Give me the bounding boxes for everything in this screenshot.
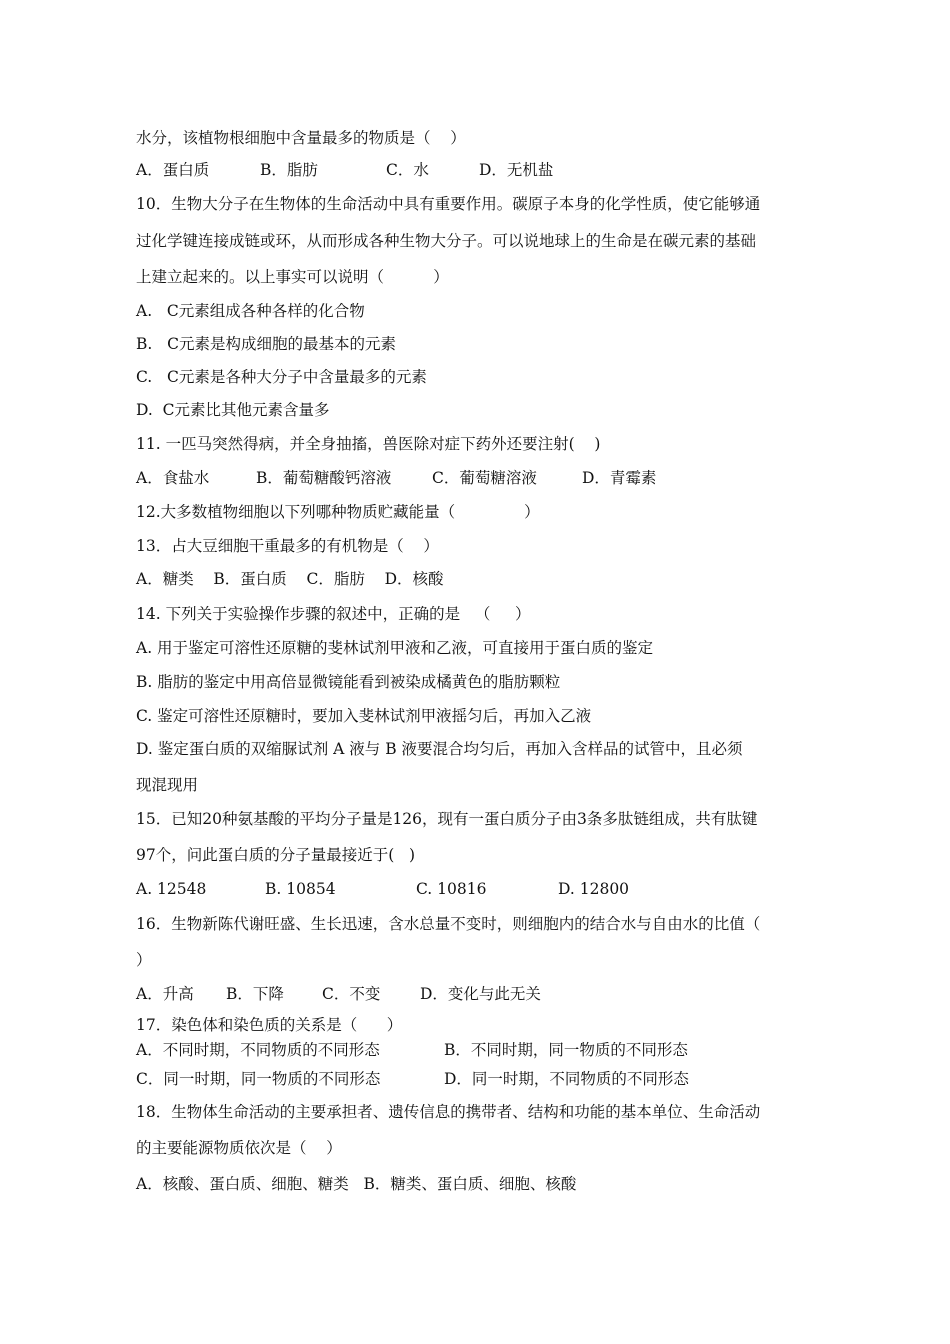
q11-option-d: D．青霉素 (582, 469, 657, 487)
q11-stem: 11. 一匹马突然得病，并全身抽搐，兽医除对症下药外还要注射( ) (136, 435, 601, 453)
q14-option-b: B. 脂肪的鉴定中用高倍显微镜能看到被染成橘黄色的脂肪颗粒 (136, 673, 561, 691)
q17-options-row-2 (136, 1069, 836, 1089)
q18-options: A．核酸、蛋白质、细胞、糖类 B．糖类、蛋白质、细胞、核酸 (136, 1175, 577, 1193)
q9-options (136, 160, 836, 180)
q11-options (136, 468, 836, 488)
q15-options (136, 879, 836, 899)
q13-stem: 13．占大豆细胞干重最多的有机物是（ ） (136, 537, 439, 555)
q10-stem-line-2: 过化学键连接成链或环，从而形成各种生物大分子。可以说地球上的生命是在碳元素的基础 (136, 232, 757, 250)
q10-stem-line-1: 10．生物大分子在生物体的生命活动中具有重要作用。碳原子本身的化学性质，使它能够通 (136, 195, 761, 213)
q15-option-d: D. 12800 (558, 880, 630, 898)
q11-option-b: B．葡萄糖酸钙溶液 (256, 469, 392, 487)
q15-stem-line-2: 97个，问此蛋白质的分子量最接近于( ) (136, 846, 416, 864)
q9-option-a: A．蛋白质 (136, 161, 210, 179)
q16-stem-line-2: ） (136, 951, 152, 969)
q10-stem-line-3: 上建立起来的。以上事实可以说明（ ） (136, 268, 449, 286)
q17-option-c: C．同一时期，同一物质的不同形态 (136, 1070, 381, 1088)
q16-stem-line-1: 16．生物新陈代谢旺盛、生长迅速，含水总量不变时，则细胞内的结合水与自由水的比值（ (136, 915, 761, 933)
q13-options: A．糖类 B．蛋白质 C．脂肪 D．核酸 (136, 570, 444, 588)
q14-option-c: C. 鉴定可溶性还原糖时，要加入斐林试剂甲液摇匀后，再加入乙液 (136, 707, 592, 725)
q17-option-b: B．不同时期，同一物质的不同形态 (444, 1041, 688, 1059)
q14-option-a: A. 用于鉴定可溶性还原糖的斐林试剂甲液和乙液，可直接用于蛋白质的鉴定 (136, 639, 654, 657)
q17-option-a: A．不同时期，不同物质的不同形态 (136, 1041, 380, 1059)
q16-option-b: B．下降 (226, 985, 284, 1003)
q12-stem: 12.大多数植物细胞以下列哪种物质贮藏能量（ ） (136, 503, 540, 521)
q11-option-a: A．食盐水 (136, 469, 210, 487)
q16-option-d: D．变化与此无关 (420, 985, 541, 1003)
q10-option-b: B. C元素是构成细胞的最基本的元素 (136, 335, 396, 353)
q15-option-c: C. 10816 (416, 880, 487, 898)
q17-stem: 17．染色体和染色质的关系是（ ） (136, 1016, 403, 1034)
q16-option-a: A．升高 (136, 985, 194, 1003)
q18-stem-line-1: 18．生物体生命活动的主要承担者、遗传信息的携带者、结构和功能的基本单位、生命活动 (136, 1103, 761, 1121)
q9-option-c: C．水 (386, 161, 429, 179)
q9-stem-continuation: 水分，该植物根细胞中含量最多的物质是（ ） (136, 129, 466, 147)
q15-stem-line-1: 15．已知20种氨基酸的平均分子量是126，现有一蛋白质分子由3条多肽链组成，共有肽键 (136, 810, 758, 828)
q16-options (136, 984, 836, 1004)
q15-option-a: A. 12548 (136, 880, 207, 898)
q11-option-c: C．葡萄糖溶液 (432, 469, 537, 487)
q9-option-b: B．脂肪 (260, 161, 318, 179)
q17-options-row-1 (136, 1040, 836, 1060)
q9-option-d: D．无机盐 (479, 161, 554, 179)
q14-stem: 14. 下列关于实验操作步骤的叙述中，正确的是 （ ） (136, 605, 531, 623)
q10-option-c: C. C元素是各种大分子中含量最多的元素 (136, 368, 427, 386)
q14-option-d: D. 鉴定蛋白质的双缩脲试剂 A 液与 B 液要混合均匀后，再加入含样品的试管中，且必须 (136, 740, 743, 758)
q16-option-c: C．不变 (322, 985, 381, 1003)
q10-option-d: D. C元素比其他元素含量多 (136, 401, 330, 419)
q15-option-b: B. 10854 (265, 880, 336, 898)
q14-option-d-continuation: 现混现用 (136, 776, 199, 794)
q17-option-d: D．同一时期，不同物质的不同形态 (444, 1070, 689, 1088)
q10-option-a: A. C元素组成各种各样的化合物 (136, 302, 365, 320)
q18-stem-line-2: 的主要能源物质依次是（ ） (136, 1139, 342, 1157)
